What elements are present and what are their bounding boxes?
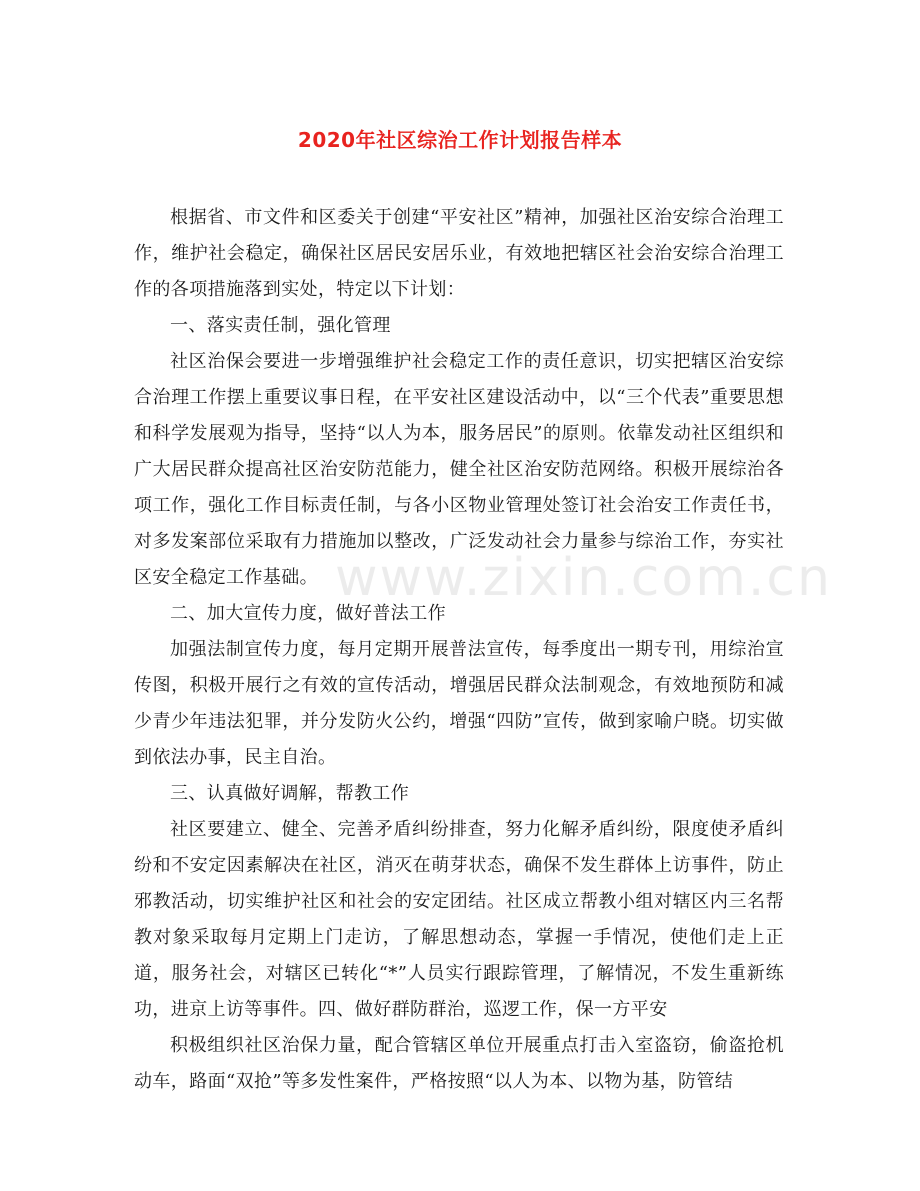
document-body	[134, 200, 784, 1100]
section-4-paragraph: 积极组织社区治保力量，配合管辖区单位开展重点打击入室盗窃，偷盗抢机动车，路面“双抢”等多发性案件，严格按照“以人为本、以物为基，防管结	[134, 1035, 784, 1092]
section-heading-2: 二、加大宣传力度，做好普法工作	[170, 603, 446, 624]
section-heading-3: 三、认真做好调解，帮教工作	[170, 783, 410, 804]
section-1-paragraph: 社区治保会要进一步增强维护社会稳定工作的责任意识，切实把辖区治安综合治理工作摆上重要议事日程，在平安社区建设活动中，以“三个代表”重要思想和科学发展观为指导，坚持“以人为本，服务居民”的原则。依靠发动社区组织和广大居民群众提高社区治安防范能力，健全社区治安防范网络。积极开展综治各项工作，强化工作目标责任制，与各小区物业管理处签订社会治安工作责任书，对多发案部位采取有力措施加以整改，广泛发动社会力量参与综治工作，夯实社区安全稳定工作基础。	[134, 351, 784, 588]
document-title: 2020年社区综治工作计划报告样本	[297, 128, 623, 152]
section-heading-1: 一、落实责任制，强化管理	[170, 315, 391, 336]
section-2-paragraph: 加强法制宣传力度，每月定期开展普法宣传，每季度出一期专刊，用综治宣传图，积极开展行之有效的宣传活动，增强居民群众法制观念，有效地预防和减少青少年违法犯罪，并分发防火公约，增强“四防”宣传，做到家喻户晓。切实做到依法办事，民主自治。	[134, 639, 784, 768]
intro-paragraph: 根据省、市文件和区委关于创建“平安社区”精神，加强社区治安综合治理工作，维护社会稳定，确保社区居民安居乐业，有效地把辖区社会治安综合治理工作的各项措施落到实处，特定以下计划：	[134, 207, 784, 300]
section-3-paragraph: 社区要建立、健全、完善矛盾纠纷排查，努力化解矛盾纠纷，限度使矛盾纠纷和不安定因素解决在社区，消灭在萌芽状态，确保不发生群体上访事件，防止邪教活动，切实维护社区和社会的安定团结。社区成立帮教小组对辖区内三名帮教对象采取每月定期上门走访，了解思想动态，掌握一手情况，使他们走上正道，服务社会，对辖区已转化“*”人员实行跟踪管理，了解情况，不发生重新练功，进京上访等事件。四、做好群防群治，巡逻工作，保一方平安	[134, 819, 784, 1020]
watermark: www.zixin.com.cn	[335, 548, 832, 608]
